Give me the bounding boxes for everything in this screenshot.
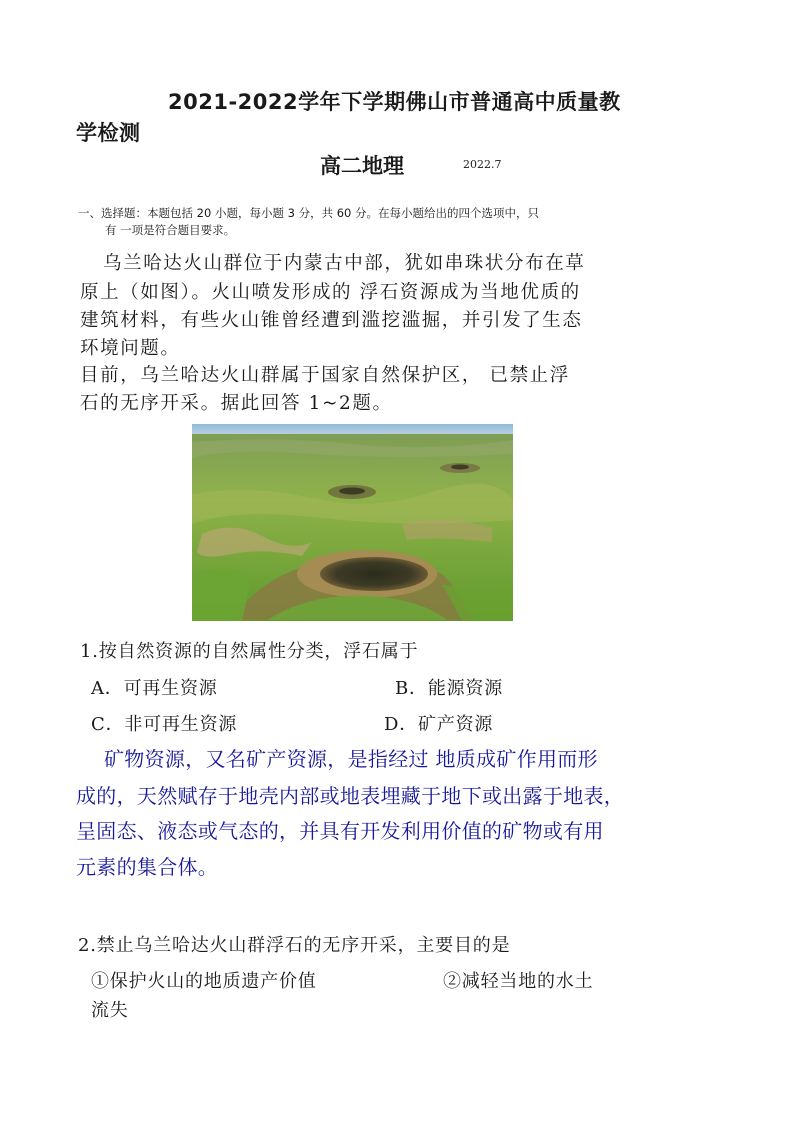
exam-title-line1: 2021-2022学年下学期佛山市普通高中质量教 bbox=[168, 90, 621, 114]
explanation-line: 呈固态、液态或气态的，并具有开发利用价值的矿物或有用 bbox=[76, 819, 604, 843]
exam-date: 2022.7 bbox=[463, 158, 502, 171]
explanation-line: 矿物资源，又名矿产资源，是指经过 地质成矿作用而形 bbox=[104, 747, 598, 771]
question-2-stem: 2.禁止乌兰哈达火山群浮石的无序开采，主要目的是 bbox=[78, 935, 511, 956]
section-instruction-line2: 有 一项是符合题目要求。 bbox=[105, 223, 236, 237]
question-2-option-1: ①保护火山的地质遗产价值 bbox=[91, 971, 317, 992]
question-1-option-b: B．能源资源 bbox=[395, 678, 504, 699]
passage-line: 环境问题。 bbox=[80, 338, 181, 359]
subject-title: 高二地理 bbox=[320, 154, 404, 178]
explanation-line: 元素的集合体。 bbox=[76, 855, 219, 879]
question-2-option-2: ②减轻当地的水土 bbox=[443, 971, 594, 992]
volcano-grassland-photo bbox=[192, 424, 513, 621]
passage-line: 乌兰哈达火山群位于内蒙古中部，犹如串珠状分布在草 bbox=[103, 253, 586, 274]
exam-title-line2: 学检测 bbox=[76, 121, 141, 145]
question-1-option-d: D．矿产资源 bbox=[384, 714, 494, 735]
passage-line: 石的无序开采。据此回答 1~2题。 bbox=[80, 393, 393, 414]
passage-line: 目前，乌兰哈达火山群属于国家自然保护区， 已禁止浮 bbox=[80, 365, 570, 386]
question-1-option-c: C．非可再生资源 bbox=[91, 714, 238, 735]
question-1-stem: 1.按自然资源的自然属性分类，浮石属于 bbox=[80, 641, 419, 662]
passage-line: 原上（如图）。火山喷发形成的 浮石资源成为当地优质的 bbox=[80, 282, 581, 303]
section-instruction-line1: 一、选择题：本题包括 20 小题，每小题 3 分，共 60 分。在每小题给出的四个选项中，只 bbox=[78, 206, 540, 220]
question-1-option-a: A．可再生资源 bbox=[91, 678, 218, 699]
explanation-line: 成的，天然赋存于地壳内部或地表埋藏于地下或出露于地表， bbox=[76, 784, 625, 808]
passage-line: 建筑材料，有些火山锥曾经遭到滥挖滥掘，并引发了生态 bbox=[80, 310, 583, 331]
question-2-option-2-continued: 流失 bbox=[91, 1000, 129, 1021]
